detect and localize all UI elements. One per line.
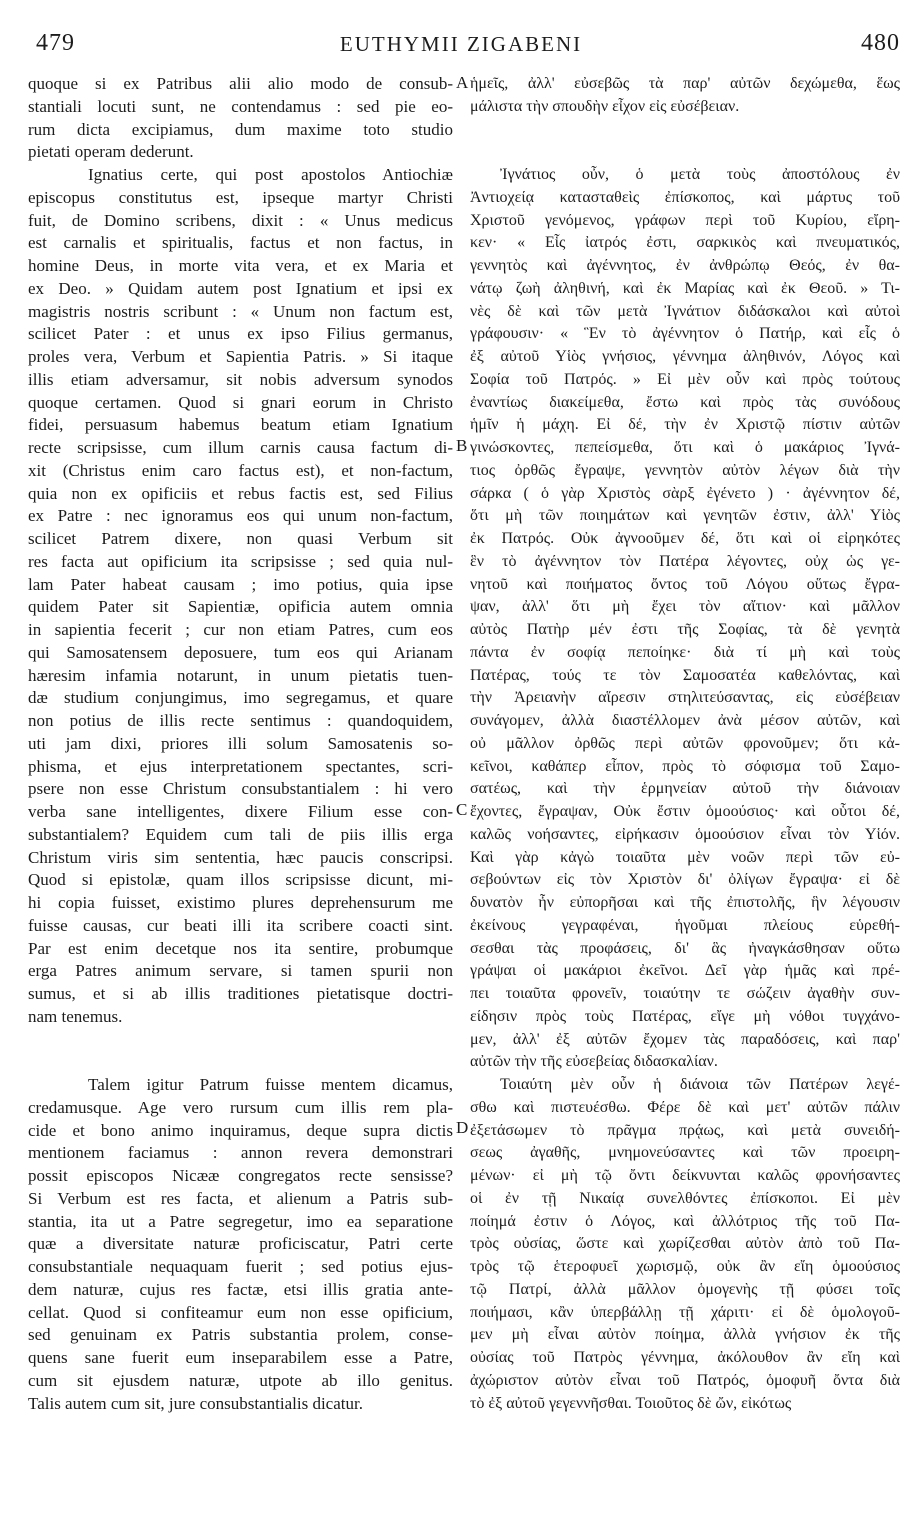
greek-text-line: Τοιαύτη μὲν οὖν ἡ διάνοια τῶν Πατέρων λεγέ- (500, 1076, 900, 1093)
latin-text-line: pietati operam dederunt. (28, 142, 194, 162)
latin-text-line: cide et bono animo inquiramus, deque supra dictis (28, 1120, 453, 1140)
latin-text-line: stantiali locuti sunt, ne contendamus : sed pie eo- (28, 96, 453, 116)
greek-text-line: πάντα ἐν σοφίᾳ πεποίηκε· διὰ τί μὴ καὶ τοὺς (470, 643, 900, 661)
greek-text-line: ἐξετάσωμεν τὸ πρᾶγμα πρᾴως, καὶ μετὰ συνειδή- (470, 1121, 900, 1139)
greek-text-line: ποιήμασι, κἂν ὑπερβάλλῃ τῇ χάριτι· εἰ δὲ ὁμολογοῦ- (470, 1303, 900, 1321)
latin-text-line: quoque certamen. Quod si gnari eorum in Christo (28, 392, 453, 412)
greek-text-line: μάλιστα τὴν σπουδὴν εἶχον εἰς εὐσέβειαν. (470, 97, 740, 115)
greek-text-line: οὐσίας τοῦ Πατρὸς γέννημα, ἀκόλουθον ἂν εἴη καὶ (470, 1349, 900, 1366)
greek-text-line: σεως ἀγαθῆς, μνημονεύσαντες καὶ τῶν προειρη- (470, 1144, 900, 1162)
latin-text-line: fidei, persuasum habemus beatum etiam Ignatium (28, 415, 453, 435)
greek-text-line: κεῖνοι, καθάπερ εἶπον, πρὸς τὸ σόφισμα τοῦ Σαμο- (470, 757, 900, 775)
latin-text-line: psere non esse Christum consubstantialem : hi vero (28, 779, 453, 799)
greek-text-line: ἓν τὸ ἀγέννητον τὸν Πατέρα λέγοντες, οὐχ ὡς γε- (470, 552, 900, 570)
blank-line (28, 1029, 453, 1052)
greek-text-line: τιος ὀρθῶς ἔγραψε, γεννητὸν αὐτὸν λέγων διὰ τὴν (470, 461, 900, 479)
greek-text-line: γράψαι οἱ μακάριοι ἐκεῖνοι. Δεῖ γὰρ ἡμᾶς καὶ πρέ- (470, 962, 900, 980)
latin-text-line: Quod si epistolæ, quam illos scripsisse dicunt, mi- (28, 870, 453, 890)
greek-text-line: ἔχοντες, ἔγραψαν, Οὐκ ἔστιν ὁμοούσιος· καὶ οὗτοι δέ, (470, 803, 900, 820)
latin-text-line: homine Deus, in morte vita vera, et ex Maria et (28, 256, 453, 275)
greek-text-line: οὐ μᾶλλον ὀρθῶς περὶ αὐτῶν φρονοῦμεν; ὅτι κἀ- (470, 734, 900, 752)
greek-text-line: ἐναντίως διακείμεθα, ἔστω καὶ πρὸς τὰς συνόδους (470, 393, 900, 411)
greek-text-line: γεννητὸς καὶ ἀγέννητος, ἐν ἀνθρώπῳ Θεός, ἐν θα- (470, 257, 900, 274)
latin-text-line: dæ studium conjungimus, imo segregamus, et quare (28, 688, 453, 708)
latin-text-line: rum dicta excipiamus, dum maxime toto studio (28, 119, 453, 139)
latin-text-line: uti jam dixi, priores illi solum Samosatenis so- (28, 733, 453, 753)
greek-text-line: ψαν, ἀλλ' ὅτι μὴ ἔχει τὸν αἴτιον· καὶ μᾶλλον (470, 598, 900, 616)
greek-text-line: τρὸς τῷ ἑτεροφυεῖ χωρισμῷ, οὐκ ἂν εἴη ὁμοούσιος (470, 1258, 900, 1275)
greek-text-line: Σοφία τοῦ Πατρός. » Εἰ μὲν οὖν καὶ πρὸς τούτους (470, 370, 900, 388)
latin-text-line: phisma, et ejus interpretationem spectantes, scri- (28, 756, 453, 776)
latin-text-line: credamusque. Age vero rursum cum illis rem pla- (28, 1097, 453, 1117)
greek-text-column (470, 73, 900, 1415)
greek-text-line: σάρκα ( ὁ γὰρ Χριστὸς σὰρξ ἐγένετο ) · ἀγέννητον δέ, (470, 484, 900, 502)
latin-text-line: episcopus constitutus est, ipseque martyr Christi (28, 187, 453, 207)
running-header (22, 30, 900, 60)
latin-text-line: erga Patres animum servare, si tamen spurii non (28, 961, 453, 981)
greek-text-line: ἐκείνους γεγραφέναι, ἡγοῦμαι πλείους εὑρεθή- (470, 916, 900, 934)
latin-text-line: ex Patre : nec ignoramus eos qui unum non-factum, (28, 506, 453, 526)
greek-text-line: κεν· « Εἷς ἰατρός ἐστι, σαρκικὸς καὶ πνευματικός, (470, 234, 900, 252)
greek-text-line: ἡμεῖς, ἀλλ' εὐσεβῶς τὰ παρ' αὐτῶν δεχώμεθα, ἕως (470, 75, 900, 92)
greek-text-line: σατέως, καὶ τὴν ἑρμηνείαν αὐτοῦ τὴν διάνοιαν (470, 780, 900, 798)
greek-text-line: Ἰγνάτιος οὖν, ὁ μετὰ τοὺς ἀποστόλους ἐν (500, 166, 900, 183)
latin-text-line: fuit, de Domino scribens, dixit : « Unus medicus (28, 210, 453, 230)
latin-text-column (28, 73, 453, 1415)
latin-text-line: lam Pater habeat causam ; imo potius, quia ipse (28, 574, 453, 594)
greek-text-line: μεν μὴ εἶναι αὐτὸν ποίημα, ἀλλὰ γνήσιον ἐκ τῆς (470, 1326, 900, 1344)
latin-text-line: Par est enim decetque nos ita sentire, probumque (28, 938, 453, 958)
greek-text-line: νὲς δὲ καὶ τῶν μετὰ Ἰγνάτιον διδάσκαλοι καὶ αὐτοὶ (470, 302, 900, 320)
greek-text-line: οἱ ἐν τῇ Νικαίᾳ συνελθόντες ἐπίσκοποι. Εἰ μὲν (470, 1189, 900, 1207)
page-number-right: 480 (861, 30, 900, 56)
greek-text-line: ἡμῖν ἡ μάχη. Εἰ δέ, τὴν ἐν Χριστῷ πίστιν αὐτῶν (470, 416, 900, 434)
latin-text-line: quia non ex opificiis et rebus factis est, sed Filius (28, 483, 453, 503)
latin-text-line: Ignatius certe, qui post apostolos Antiochiæ (88, 165, 453, 184)
greek-text-line: νάτῳ ζωὴ ἀληθινή, καὶ ἐκ Μαρίας καὶ ἐκ Θεοῦ. » Τι- (470, 279, 900, 297)
greek-text-line: τὸ ἐξ αὐτοῦ γεγεννῆσθαι. Τοιοῦτος δὲ ὤν, εἰκότως (470, 1394, 792, 1412)
greek-text-line: τὴν Ἀρειανὴν αἵρεσιν στηλιτεύσαντας, εἰς εὐσέβειαν (470, 689, 900, 707)
latin-text-line: quens sane fuerit eum inseparabilem esse a Patre, (28, 1348, 453, 1367)
latin-text-line: mentionem faciamus : annon revera demonstrari (28, 1143, 453, 1163)
latin-text-line: est carnalis et spiritualis, factus et non factus, in (28, 233, 453, 253)
latin-text-line: scilicet Pater : et unus ex ipso Filius germanus, (28, 324, 453, 344)
latin-text-line: xit (Christus enim caro factus est), et non-factum, (28, 460, 453, 480)
latin-text-line: substantialem? Equidem cum tali de piis illis erga (28, 824, 453, 844)
latin-text-line: magistris nostris scribunt : « Unum non factum est, (28, 301, 453, 321)
latin-text-line: verba sane intelligentes, dixere Filium esse con- (28, 802, 453, 821)
greek-text-line: ἐκ Πατρός. Οὐκ ἀγνοοῦμεν δέ, ὅτι καὶ οἱ εἰρηκότες (470, 530, 900, 547)
greek-text-line: γινώσκοντες, πεπείσμεθα, ὅτι καὶ ὁ μακάριος Ἰγνά- (470, 439, 900, 456)
latin-text-line: quidem Pater sit Sapientiæ, opificia autem omnia (28, 597, 453, 617)
greek-text-line: γράφουσιν· « Ἓν τὸ ἀγέννητον ὁ Πατήρ, καὶ εἷς ὁ (470, 325, 900, 343)
greek-text-line: αὐτὸς Πατὴρ μέν ἐστι τῆς Σοφίας, τὰ δὲ γενητὰ (470, 621, 900, 638)
greek-text-line: σεσθαι τὰς προφάσεις, δι' ἃς ἠναγκάσθησαν οὕτω (470, 939, 900, 957)
latin-text-line: non potius de illis recte sentimus : quandoquidem, (28, 711, 453, 730)
latin-text-line: hi copia fuisset, existimo plures deprehensurum me (28, 893, 453, 912)
latin-text-line: hæresim infamia notarunt, in unum pietatis tuen- (28, 665, 453, 685)
greek-text-line: σθω καὶ πιστευέσθω. Φέρε δὲ καὶ μετ' αὐτῶν πάλιν (470, 1098, 900, 1116)
latin-text-line: ex Deo. » Quidam autem post Ignatium et ipsi ex (28, 278, 453, 298)
latin-text-line: fuisse causas, cur beati illi ita scribere coacti sint. (28, 915, 453, 935)
section-marker-d: D (456, 1118, 469, 1137)
greek-text-line: Καὶ γὰρ κἀγὼ τοιαῦτα μὲν νοῶν περὶ τῶν εὐ- (470, 848, 900, 866)
latin-text-line: consubstantiale nequaquam fuerit ; sed potius ejus- (28, 1257, 453, 1276)
latin-text-line: recte scripsisse, cum illum carnis causa factum di- (28, 438, 453, 457)
greek-text-line: συνάγομεν, ἀλλὰ διαστέλλομεν ἀνὰ μέσον αὐτῶν, καὶ (470, 712, 900, 729)
blank-line (28, 1051, 453, 1074)
latin-text-line: possit episcopos Nicææ congregatos recte sensisse? (28, 1166, 453, 1185)
latin-text-line: scilicet Patrem dixere, non quasi Verbum sit (28, 529, 453, 548)
greek-text-line: ἀχώριστον αὐτὸν εἶναι τοῦ Πατρός, ὁμοφυῆ ὄντα διὰ (470, 1371, 900, 1389)
section-marker-a: A (456, 73, 469, 92)
greek-text-line: σεβούντων εἰς τὸν Χριστὸν δι' ὀλίγων ἔγραψα· εἰ δὲ (470, 871, 900, 889)
latin-text-line: quoque si ex Patribus alii alio modo de consub- (28, 74, 453, 93)
greek-text-line: μένων· εἰ μὴ τῷ ὄντι δείκνυνται καλῶς φρονήσαντες (470, 1167, 900, 1184)
greek-text-line: πει τοιαῦτα φρονεῖν, τοιαύτην τε σώζειν ἀγαθὴν συν- (470, 985, 900, 1002)
latin-text-line: dem naturæ, cujus res factæ, etsi illis gratia ante- (28, 1279, 453, 1299)
greek-text-line: Πατέρας, τούς τε τὸν Σαμοσατέα καθελόντας, καὶ (470, 666, 900, 684)
greek-text-line: αὐτῶν τὴν τῆς εὐσεβείας διδασκαλίαν. (470, 1053, 718, 1071)
greek-text-line: καλῶς νοήσαντες, εἰρήκασιν ὁμοούσιον εἶναι τὸν Υἱόν. (470, 825, 900, 843)
section-marker-c: C (456, 800, 468, 819)
latin-text-line: qui Samosatensem deposuere, tum eos qui Arianam (28, 642, 453, 662)
running-title: EUTHYMII ZIGABENI (339, 32, 583, 56)
greek-text-line: είδησιν πρὸς τοὺς Πατέρας, εἴγε μὴ νόθοι τυγχάνο- (470, 1007, 900, 1025)
greek-text-line: νητοῦ καὶ ποιήματος ὄντος τοῦ Λόγου οὕτως ἔγρα- (470, 575, 900, 593)
greek-text-line: Ἀντιοχείᾳ κατασταθεὶς ἐπίσκοπος, καὶ μάρτυς τοῦ (470, 188, 900, 206)
blank-line (470, 119, 900, 142)
greek-text-line: μεν, ἀλλ' ἐξ αὐτῶν ἔχομεν τὰς παραδόσεις, καὶ παρ' (470, 1030, 900, 1048)
greek-text-line: ὅτι μὴ τῶν ποιημάτων καὶ γενητῶν ἐστιν, ἀλλ' Υἱὸς (470, 507, 900, 525)
latin-text-line: Si Verbum est res facta, et alienum a Patris sub- (28, 1188, 453, 1208)
greek-text-line: τρὸς οὐσίας, ὥστε καὶ χωρίζεσθαι αὐτὸν ἀπὸ τοῦ Πα- (470, 1235, 900, 1253)
latin-text-line: in sapientia fecerit ; cur non etiam Patres, cum eos (28, 620, 453, 639)
latin-text-line: sed genuinam ex Patris substantia prolem, conse- (28, 1325, 453, 1345)
latin-text-line: cellat. Quod si confiteamur eum non esse opificium, (28, 1302, 453, 1322)
latin-text-line: Christum viris sim sententia, hæc paucis conscripsi. (28, 847, 453, 867)
latin-text-line: proles vera, Verbum et Sapientia Patris. » Si itaque (28, 347, 453, 366)
latin-text-line: Talis autem cum sit, jure consubstantialis dicatur. (28, 1393, 363, 1413)
latin-text-line: nam tenemus. (28, 1006, 123, 1026)
greek-text-line: δυνατὸν ἦν εὐπορῆσαι καὶ τῆς ἐπιστολῆς, ἣν λέγουσιν (470, 894, 900, 911)
greek-text-line: Χριστοῦ γενόμενος, γράφων περὶ τοῦ Κυρίου, εἴρη- (470, 211, 900, 229)
latin-text-line: quæ a diversitate naturæ proficiscatur, Patri certe (28, 1234, 453, 1254)
blank-line (470, 141, 900, 164)
greek-text-line: ἐξ αὐτοῦ Υἱὸς γνήσιος, γέννημα ἀληθινόν, Λόγος καὶ (470, 348, 900, 365)
section-marker-b: B (456, 436, 468, 455)
latin-text-line: stantia, ita ut a Patre segregetur, imo ea separatione (28, 1211, 453, 1231)
latin-text-line: illis etiam adversamur, sit nobis adversum synodos (28, 369, 453, 389)
greek-text-line: τῷ Πατρί, ἀλλὰ μᾶλλον ὁμογενὴς τῇ φύσει τοῖς (470, 1280, 900, 1298)
latin-text-line: cum sit ejusdem naturæ, utpote ab illo genitus. (28, 1370, 453, 1390)
greek-text-line: ποίημά ἐστιν ὁ Λόγος, καὶ ἀλλότριος τῆς τοῦ Πα- (470, 1212, 900, 1230)
latin-text-line: res facta aut opificium ita scripsisse ; sed quia nul- (28, 551, 453, 571)
latin-text-line: sumus, et si ab illis traditiones pietatisque doctri- (28, 984, 453, 1003)
latin-text-line: Talem igitur Patrum fuisse mentem dicamus, (88, 1075, 453, 1094)
page-number-left: 479 (36, 30, 75, 56)
